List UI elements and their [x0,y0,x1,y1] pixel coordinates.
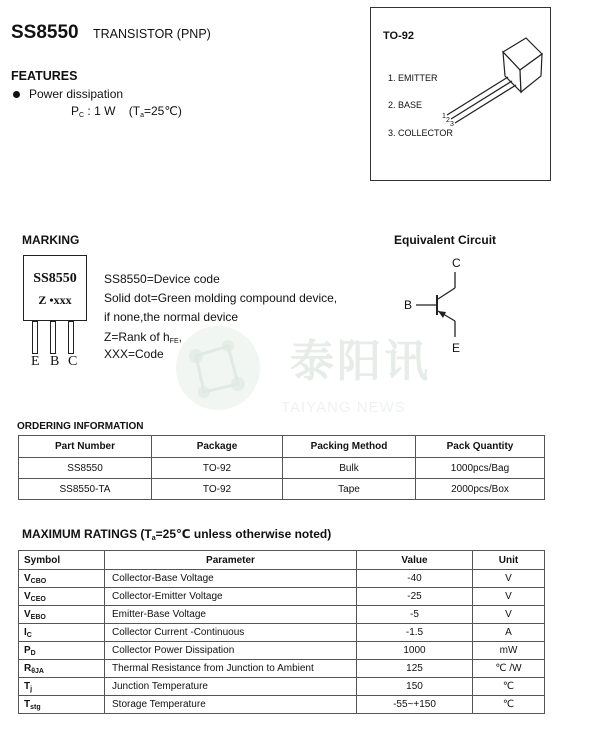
value-cell: 125 [357,660,473,678]
symbol-letter: V [24,590,31,602]
symbol-sub: θJA [31,667,44,675]
pin-number-2: 2 [446,117,450,124]
symbol-cell [19,696,105,714]
table-row [19,606,545,624]
chip-leg [32,321,38,354]
column-header: Unit [473,551,545,570]
part-description: TRANSISTOR (PNP) [93,27,211,41]
table-cell: TO-92 [152,458,283,479]
symbol-letter: V [24,608,31,620]
table-cell: 2000pcs/Box [416,479,545,500]
symbol-cell [19,570,105,588]
symbol-letter: P [24,644,31,656]
pin-number-1: 1 [442,113,446,120]
spec-prefix: P [71,104,80,118]
marking-heading: MARKING [22,233,80,247]
table-header-row [19,551,545,570]
to92-package-icon [438,32,548,132]
marking-line: XXX=Code [104,347,164,361]
symbol-cell [19,624,105,642]
unit-cell: V [473,570,545,588]
table-row [19,660,545,678]
parameter-cell: Collector Current -Continuous [105,624,357,642]
symbol-sub: j [30,685,33,693]
circuit-label-c: C [452,256,461,270]
unit-cell: A [473,624,545,642]
value-cell: -55~+150 [357,696,473,714]
max-ratings-heading [22,527,331,542]
table-cell: Bulk [283,458,416,479]
watermark-text: 泰阳讯 [290,337,431,386]
pin-number-3: 3 [450,121,454,128]
max-heading-b: =25℃ unless otherwise noted) [155,527,332,541]
parameter-cell: Junction Temperature [105,678,357,696]
equivalent-circuit-heading: Equivalent Circuit [394,233,497,247]
marking-line: Solid dot=Green molding compound device, [104,291,338,305]
column-header: Symbol [19,551,105,570]
pin-emitter: 1. EMITTER [388,73,438,83]
chip-leg [68,321,74,354]
spec-temp-sub: a [140,112,144,119]
table-row [19,642,545,660]
watermark-logo-icon [168,318,278,428]
value-cell: -1.5 [357,624,473,642]
table-row [19,570,545,588]
symbol-cell [19,606,105,624]
chip-leg [50,321,56,354]
circuit-label-e: E [452,341,461,355]
feature-item: Power dissipation [29,87,124,101]
value-cell: -25 [357,588,473,606]
watermark-subtext: TAIYANG NEWS [281,399,406,416]
table-cell: SS8550-TA [19,479,152,500]
symbol-letter: T [24,680,31,692]
symbol-letter: I [24,626,27,638]
package-title: TO-92 [383,30,414,42]
table-row [19,458,545,479]
max-heading-sub: a [151,535,156,542]
symbol-sub: CEO [30,595,46,603]
hfe-text: Z=Rank of h [104,330,170,344]
parameter-cell: Thermal Resistance from Junction to Ambient [105,660,357,678]
column-header: Pack Quantity [416,436,545,458]
table-row [19,479,545,500]
symbol-sub: EBO [30,613,46,621]
max-ratings-table [18,550,545,714]
symbol-cell [19,660,105,678]
column-header: Part Number [19,436,152,458]
value-cell: -40 [357,570,473,588]
parameter-cell: Emitter-Base Voltage [105,606,357,624]
symbol-sub: CBO [30,577,47,585]
hfe-sub: FE [169,338,179,345]
value-cell: 1000 [357,642,473,660]
symbol-cell [19,642,105,660]
table-cell: 1000pcs/Bag [416,458,545,479]
column-header: Package [152,436,283,458]
table-cell: Tape [283,479,416,500]
column-header: Parameter [105,551,357,570]
ordering-heading: ORDERING INFORMATION [17,421,144,432]
parameter-cell: Collector Power Dissipation [105,642,357,660]
symbol-cell [19,678,105,696]
features-heading: FEATURES [11,69,78,83]
value-cell: -5 [357,606,473,624]
max-heading-a: MAXIMUM RATINGS (T [22,527,152,541]
hfe-suffix: , [178,330,182,344]
symbol-sub: C [26,631,32,639]
chip-code: SS8550 [33,271,77,286]
parameter-cell: Storage Temperature [105,696,357,714]
max-ratings-body [19,570,545,714]
value-cell: 150 [357,678,473,696]
column-header: Value [357,551,473,570]
ordering-table [18,435,545,500]
marking-line: if none,the normal device [104,310,239,324]
symbol-sub: D [30,649,36,657]
marking-line: SS8550=Device code [104,272,220,286]
unit-cell: ℃ /W [473,660,545,678]
table-row [19,588,545,606]
parameter-cell: Collector-Emitter Voltage [105,588,357,606]
symbol-sub: stg [30,703,41,711]
part-number-title: SS8550 [11,22,79,43]
unit-cell: V [473,606,545,624]
table-row [19,678,545,696]
symbol-letter: R [24,662,32,674]
unit-cell: V [473,588,545,606]
leg-label-b: B [50,354,60,369]
spec-temp: =25℃) [143,104,182,118]
symbol-letter: T [24,698,31,710]
unit-cell: ℃ [473,696,545,714]
symbol-letter: V [24,572,31,584]
symbol-cell [19,588,105,606]
column-header: Packing Method [283,436,416,458]
leg-label-c: C [68,354,78,369]
chip-rank: Z •xxx [38,293,72,307]
table-cell: SS8550 [19,458,152,479]
pin-base: 2. BASE [388,100,423,110]
table-cell: TO-92 [152,479,283,500]
circuit-label-b: B [404,298,413,312]
power-spec [71,104,182,119]
unit-cell: mW [473,642,545,660]
table-row [19,696,545,714]
pin-collector: 3. COLLECTOR [388,128,453,138]
marking-line-hfe [104,330,182,345]
parameter-cell: Collector-Base Voltage [105,570,357,588]
spec-value: : 1 W (T [84,104,141,118]
table-header-row [19,436,545,458]
unit-cell: ℃ [473,678,545,696]
chip-body [23,255,87,321]
table-row [19,624,545,642]
leg-label-e: E [31,354,40,369]
spec-sub: C [79,112,85,119]
bullet-icon [13,91,20,98]
